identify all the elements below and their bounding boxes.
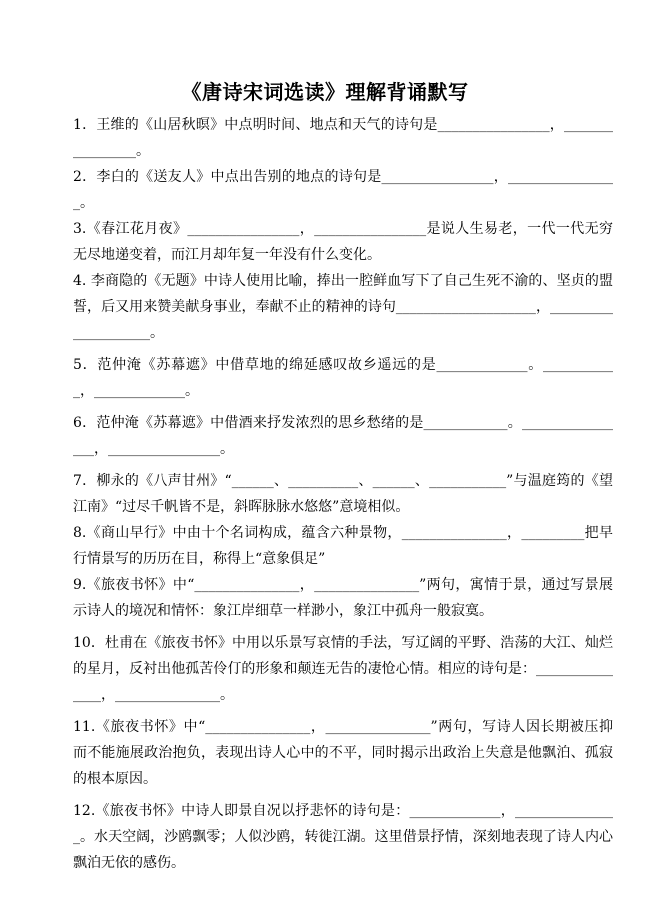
question-6: 6．范仲淹《苏幕遮》中借酒来抒发浓烈的思乡愁绪的是____________。________________，________________。 [73,415,613,457]
question-3: 3.《春江花月夜》________________，________________是说人生易老，一代一代无穷无尽地递变着，而江月却年复一年没有什么变化。 [73,221,613,263]
question-9: 9.《旅夜书怀》中“_______________，_______________”两句，寓情于景，通过写景展示诗人的境况和情怀：象江岸细草一样渺小，象江中孤舟一般寂寞。 [73,577,613,619]
question-8: 8.《商山早行》中由十个名词构成，蕴含六种景物，_______________，_________把早行情景写的历历在目，称得上“意象俱足” [73,525,613,567]
document-title: 《唐诗宋词选读》理解背诵默写 [181,80,469,104]
question-1: 1．王维的《山居秋暝》中点明时间、地点和天气的诗句是________________，________________。 [73,117,613,159]
question-12: 12.《旅夜书怀》中诗人即景自况以抒悲怀的诗句是：_____________，_______________。水天空阔，沙鸥飘零；人似沙鸥，转徙江湖。这里借景抒情，深刻地表现了诗人内心飘泊无依的感伤。 [73,803,613,871]
question-11: 11.《旅夜书怀》中“_______________，_______________”两句，写诗人因长期被压抑而不能施展政治抱负，表现出诗人心中的不平，同时揭示出政治上失意是他飘泊、孤寂的根本原因。 [73,719,613,787]
question-list [73,112,613,876]
question-5: 5．范仲淹《苏幕遮》中借草地的绵延感叹故乡遥远的是_____________。___________，_____________。 [73,357,613,399]
question-7: 7．柳永的《八声甘州》“______、__________、______、___________”与温庭筠的《望江南》“过尽千帆皆不是，斜晖脉脉水悠悠”意境相似。 [73,473,613,515]
question-4: 4. 李商隐的《无题》中诗人使用比喻，捧出一腔鲜血写下了自己生死不渝的、坚贞的盟誓，后又用来赞美献身事业，奉献不止的精神的诗句____________________，____________________。 [73,273,613,341]
question-10: 10．杜甫在《旅夜书怀》中用以乐景写哀情的手法，写辽阔的平野、浩荡的大江、灿烂的星月，反衬出他孤苦伶仃的形象和颠连无告的凄怆心情。相应的诗句是：_______________，_______________。 [73,635,613,703]
question-2: 2．李白的《送友人》中点出告别的地点的诗句是________________，________________。 [73,169,613,211]
